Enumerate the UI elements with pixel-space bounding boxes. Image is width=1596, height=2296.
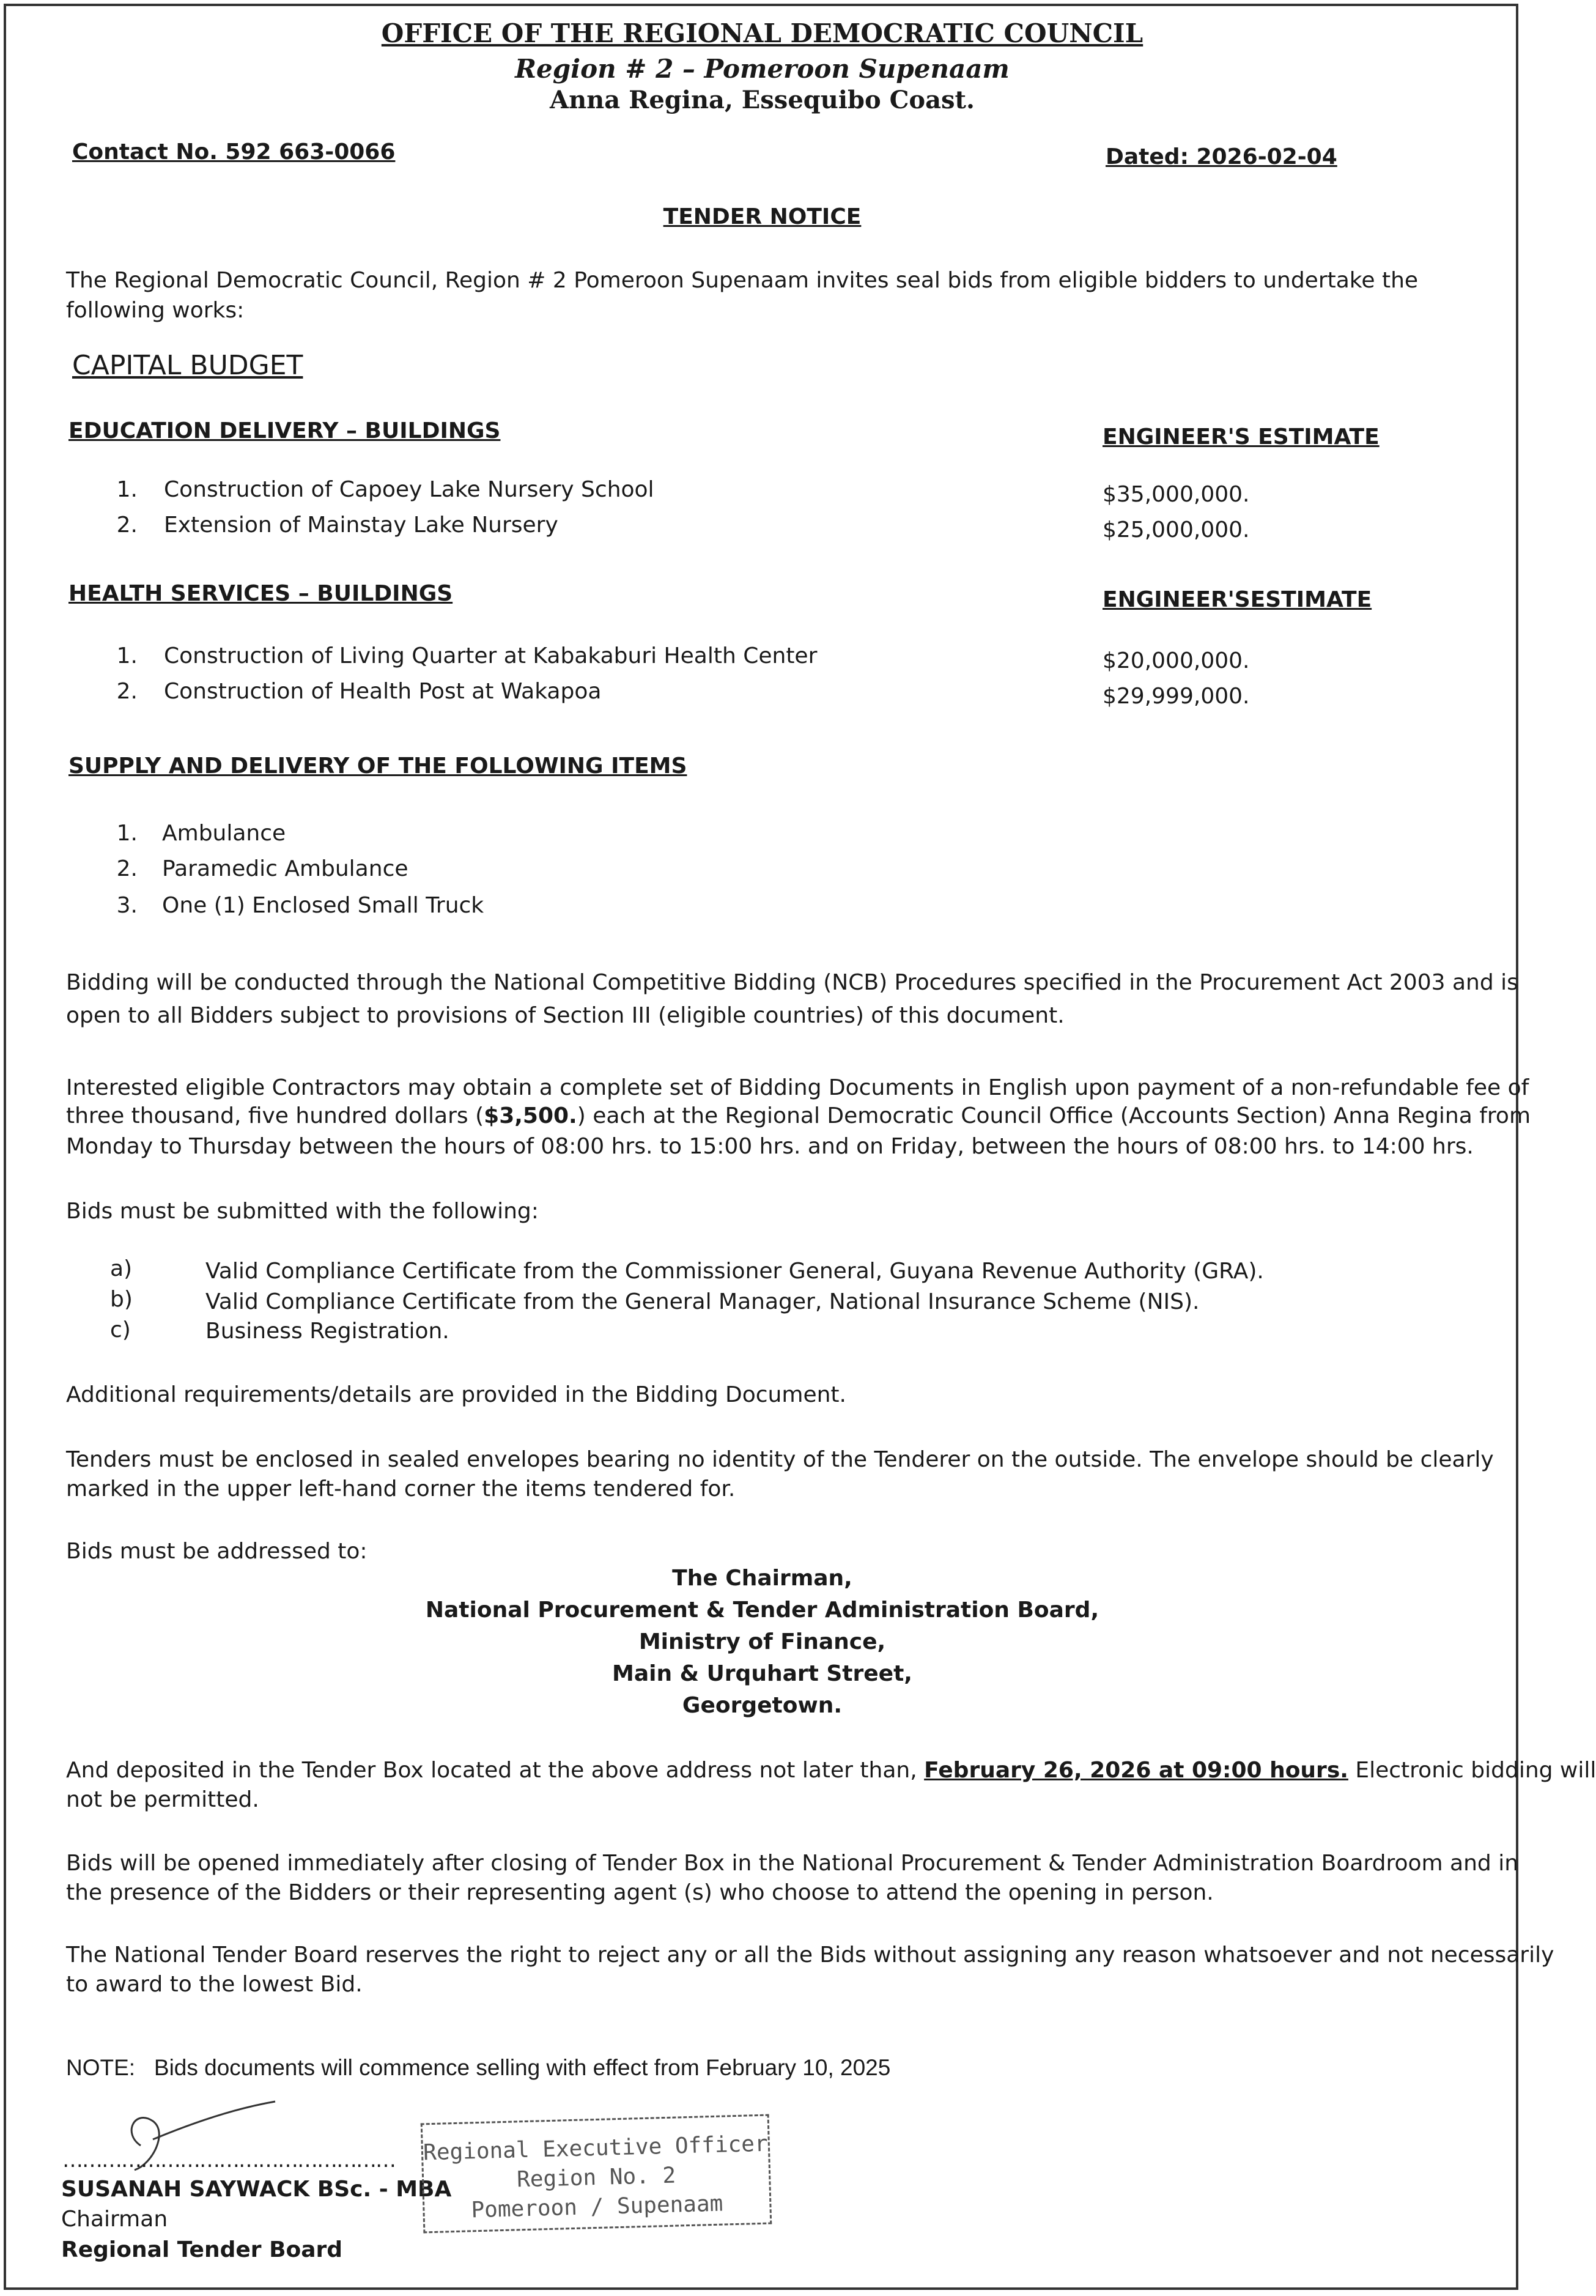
supply-heading: SUPPLY AND DELIVERY OF THE FOLLOWING ITEMS xyxy=(68,754,687,779)
documents-paragraph-line: Interested eligible Contractors may obtain a complete set of Bidding Documents in English upon payment of a non-refundable fee of xyxy=(66,1075,1529,1100)
education-heading: EDUCATION DELIVERY – BUILDINGS xyxy=(68,418,501,443)
official-stamp xyxy=(421,2114,772,2234)
list-item: Construction of Living Quarter at Kabakaburi Health Center xyxy=(164,643,818,668)
capital-budget-heading: CAPITAL BUDGET xyxy=(72,350,303,381)
submit-intro: Bids must be submitted with the following: xyxy=(66,1199,539,1224)
stamp-line: Region No. 2 xyxy=(516,2163,676,2193)
signatory-role: Chairman xyxy=(61,2207,168,2232)
stamp-line: Regional Executive Officer xyxy=(423,2131,769,2166)
list-number: 2. xyxy=(116,679,138,704)
requirement-label: c) xyxy=(110,1317,131,1342)
estimate-value: $20,000,000. xyxy=(1103,648,1250,673)
signatory-board: Regional Tender Board xyxy=(61,2237,343,2262)
list-item: One (1) Enclosed Small Truck xyxy=(162,893,484,918)
office-address: Anna Regina, Essequibo Coast. xyxy=(550,86,975,114)
requirement-text: Business Registration. xyxy=(205,1319,449,1344)
stamp-line: Pomeroon / Supenaam xyxy=(471,2191,723,2223)
list-item: Extension of Mainstay Lake Nursery xyxy=(164,513,558,538)
contact-number: Contact No. 592 663-0066 xyxy=(72,139,396,165)
health-estimate-heading: ENGINEER'SESTIMATE xyxy=(1103,587,1372,612)
reserve-paragraph-line: The National Tender Board reserves the right to reject any or all the Bids without assigning any reason whatsoever and not necessarily xyxy=(66,1942,1554,1968)
list-item: Construction of Capoey Lake Nursery School xyxy=(164,477,654,502)
deposit-paragraph-line: And deposited in the Tender Box located at the above address not later than, February 26, 2026 at 09:00 hours. Electronic bidding will xyxy=(66,1758,1596,1783)
opening-paragraph-line: the presence of the Bidders or their representing agent (s) who choose to attend the opening in person. xyxy=(66,1880,1214,1905)
address-intro: Bids must be addressed to: xyxy=(66,1539,368,1564)
list-number: 1. xyxy=(116,821,138,846)
education-estimate-heading: ENGINEER'S ESTIMATE xyxy=(1103,424,1380,450)
deposit-paragraph-line: not be permitted. xyxy=(66,1787,259,1812)
bidding-paragraph-line: Bidding will be conducted through the National Competitive Bidding (NCB) Procedures specified in the Procurement Act 2003 and is xyxy=(66,970,1518,995)
signatory-name: SUSANAH SAYWACK BSc. - MBA xyxy=(61,2177,452,2202)
address-line: National Procurement & Tender Administration Board, xyxy=(425,1598,1099,1623)
documents-paragraph-line: Monday to Thursday between the hours of 08:00 hrs. to 15:00 hrs. and on Friday, between the hours of 08:00 hrs. to 14:00 hrs. xyxy=(66,1134,1474,1159)
office-title: OFFICE OF THE REGIONAL DEMOCRATIC COUNCIL xyxy=(381,18,1143,48)
requirement-text: Valid Compliance Certificate from the General Manager, National Insurance Scheme (NIS). xyxy=(205,1289,1200,1314)
address-line: Georgetown. xyxy=(682,1693,843,1718)
list-number: 1. xyxy=(116,643,138,668)
region-subtitle: Region # 2 – Pomeroon Supenaam xyxy=(515,54,1010,84)
envelope-paragraph-line: marked in the upper left-hand corner the items tendered for. xyxy=(66,1476,736,1502)
list-number: 2. xyxy=(116,513,138,538)
requirement-text: Valid Compliance Certificate from the Commissioner General, Guyana Revenue Authority (GRA). xyxy=(205,1259,1264,1284)
requirement-label: b) xyxy=(110,1287,133,1312)
list-number: 2. xyxy=(116,856,138,881)
envelope-paragraph-line: Tenders must be enclosed in sealed envelopes bearing no identity of the Tenderer on the outside. The envelope should be clearly xyxy=(66,1447,1494,1472)
fee-amount: $3,500. xyxy=(484,1103,577,1128)
note-line: NOTE: Bids documents will commence selling with effect from February 10, 2025 xyxy=(66,2055,891,2080)
list-item: Ambulance xyxy=(162,821,286,846)
estimate-value: $29,999,000. xyxy=(1103,684,1250,709)
address-line: Ministry of Finance, xyxy=(638,1629,886,1654)
list-item: Construction of Health Post at Wakapoa xyxy=(164,679,602,704)
reserve-paragraph-line: to award to the lowest Bid. xyxy=(66,1972,363,1997)
bidding-paragraph-line: open to all Bidders subject to provisions of Section III (eligible countries) of this document. xyxy=(66,1003,1065,1028)
date-line: Dated: 2026-02-04 xyxy=(1106,144,1337,169)
intro-paragraph: The Regional Democratic Council, Region # 2 Pomeroon Supenaam invites seal bids from eligible bidders to undertake the following works: xyxy=(66,268,1419,323)
signature-line: …………………………………………… xyxy=(62,2148,395,2172)
documents-paragraph-line: three thousand, five hundred dollars ($3,500.) each at the Regional Democratic Council Office (Accounts Section) Anna Regina from xyxy=(66,1103,1531,1128)
requirement-label: a) xyxy=(110,1256,133,1281)
list-item: Paramedic Ambulance xyxy=(162,856,408,881)
health-heading: HEALTH SERVICES – BUILDINGS xyxy=(68,581,453,606)
estimate-value: $25,000,000. xyxy=(1103,517,1250,543)
list-number: 1. xyxy=(116,477,138,502)
additional-paragraph: Additional requirements/details are provided in the Bidding Document. xyxy=(66,1382,846,1407)
opening-paragraph-line: Bids will be opened immediately after closing of Tender Box in the National Procurement & Tender Administration Boardroom and in xyxy=(66,1851,1519,1876)
address-line: The Chairman, xyxy=(672,1566,852,1591)
notice-title: TENDER NOTICE xyxy=(663,204,862,229)
deadline: February 26, 2026 at 09:00 hours. xyxy=(924,1758,1348,1783)
list-number: 3. xyxy=(116,893,138,918)
estimate-value: $35,000,000. xyxy=(1103,482,1250,507)
address-line: Main & Urquhart Street, xyxy=(612,1661,912,1686)
